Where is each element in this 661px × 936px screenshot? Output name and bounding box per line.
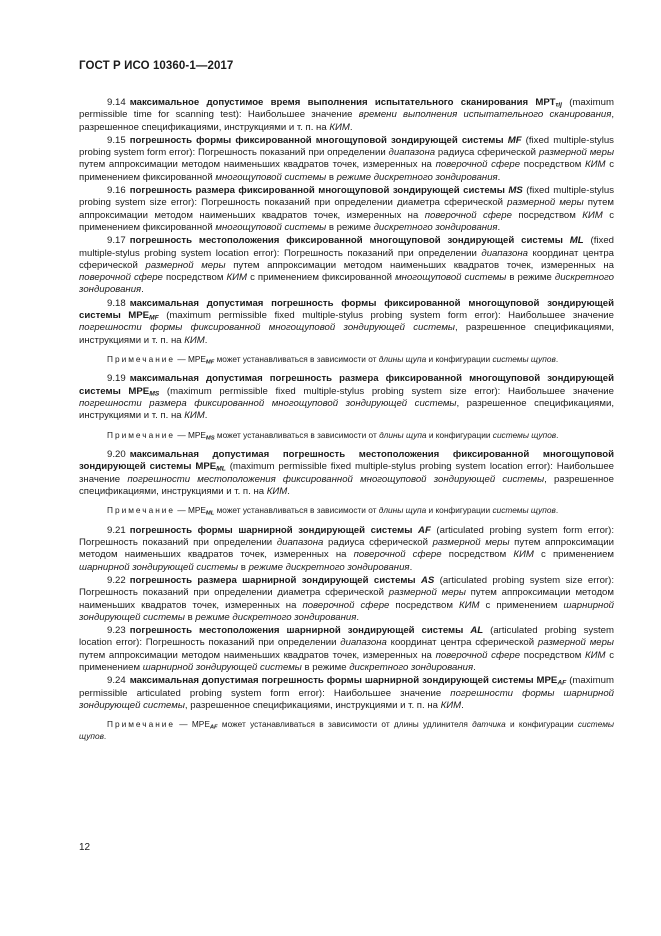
note-italic: длины щупа xyxy=(378,505,427,516)
term-italic: режиме дискретного зондирования xyxy=(336,171,498,183)
term-definition: . xyxy=(461,699,464,711)
note-9-18 xyxy=(79,354,614,366)
term-abbreviation: AF xyxy=(418,524,431,536)
term-definition: (maximum permissible fixed multiple-stylus probing system size error): Наибольшее значение xyxy=(159,385,614,397)
term-title: погрешность размера шарнирной зондирующей системы xyxy=(129,575,416,586)
term-subscript: τij xyxy=(555,101,562,109)
term-definition: посредством xyxy=(520,649,585,661)
term-definition: . xyxy=(287,486,290,498)
term-italic: режиме дискретного зондирования xyxy=(248,561,410,573)
term-title: погрешность размера фиксированной многощуповой зондирующей системы xyxy=(129,185,505,197)
term-italic: размерной меры xyxy=(145,259,226,271)
term-italic: КИМ xyxy=(458,599,480,611)
term-definition: путем аппроксимации методом наименьших квадратов точек, измеренных на xyxy=(79,649,436,661)
term-definition: (articulated probing system location error): Погрешность показаний при определении xyxy=(79,625,614,649)
term-subscript: ML xyxy=(216,466,226,474)
term-definition: с применением xyxy=(479,599,564,611)
term-title: максимальное допустимое время выполнения испытательного сканирования МРТ xyxy=(129,97,556,108)
term-title: максимальная допустимая погрешность формы шарнирной зондирующей системы MPE xyxy=(129,675,558,687)
term-italic: времени выполнения испытательного сканирования xyxy=(358,109,612,121)
term-definition: в режиме xyxy=(301,662,350,674)
term-italic: погрешности местоположения фиксированной многощуповой зондирующей системы xyxy=(127,473,545,485)
term-definition: радиуса сферической xyxy=(323,537,433,549)
note-text: — MPE xyxy=(175,353,206,364)
term-abbreviation: AL xyxy=(470,625,484,637)
note-italic: системы щупов xyxy=(492,353,556,364)
note-text: . xyxy=(555,353,559,364)
term-9-22 xyxy=(79,575,614,624)
note-text: . xyxy=(556,429,559,440)
term-italic: поверочной сфере xyxy=(424,209,512,221)
term-9-21 xyxy=(79,525,614,574)
term-italic: КИМ xyxy=(184,410,205,422)
term-italic: шарнирной зондирующей системы xyxy=(142,662,302,674)
term-italic: погрешности размера фиксированной многощуповой зондирующей системы xyxy=(79,398,457,410)
note-text: . xyxy=(103,730,107,741)
term-italic: многощуповой системы xyxy=(215,171,327,183)
term-title: погрешность формы шарнирной зондирующей системы xyxy=(129,524,413,536)
term-definition: (maximum permissible fixed multiple-stylus probing system form error): Наибольшее значение xyxy=(158,310,614,322)
term-definition: . xyxy=(409,561,413,573)
term-definition: (fixed multiple-stylus probing system location error): Погрешность показаний при определении xyxy=(79,235,614,259)
term-definition: . xyxy=(141,284,144,296)
note-italic: длины щупа xyxy=(378,353,427,364)
term-definition: с применением фиксированной xyxy=(247,272,396,284)
term-9-20 xyxy=(79,449,614,498)
term-definition: . xyxy=(497,221,501,233)
term-9-16 xyxy=(79,185,614,234)
term-italic: дискретного зондирования xyxy=(373,221,498,233)
term-definition: , разрешенное спецификациями, инструкциями и т. п. на xyxy=(79,398,614,422)
term-definition: (articulated probing system size error): Погрешность показаний при определении диаметра сферической xyxy=(79,575,614,599)
term-definition: путем аппроксимации методом наименьших квадратов точек, измеренных на xyxy=(79,537,615,561)
term-italic: диапазона xyxy=(388,147,436,159)
term-definition: посредством xyxy=(511,209,583,221)
term-9-23 xyxy=(79,625,614,674)
term-definition: , разрешенное спецификациями, инструкциями и т. п. на xyxy=(184,699,441,711)
term-abbreviation: MS xyxy=(508,185,523,197)
note-label: Примечание xyxy=(107,505,176,516)
term-definition: посредством xyxy=(441,549,514,561)
term-definition: . xyxy=(356,611,360,623)
document-body xyxy=(79,97,614,750)
term-title: максимальная допустимая погрешность размера фиксированной многощуповой зондирующей системы MPE xyxy=(79,373,614,397)
term-9-19 xyxy=(79,373,614,422)
note-text: — MPE xyxy=(175,719,210,730)
term-definition: (maximum permissible articulated probing system form error): Наибольшее значение xyxy=(79,675,614,699)
term-definition: путем аппроксимации методом наименьших квадратов точек, измеренных на xyxy=(79,159,436,171)
term-definition: координат центра сферической xyxy=(79,247,614,271)
term-italic: поверочной сфере xyxy=(353,549,442,561)
note-italic: системы щупов xyxy=(492,429,557,440)
term-italic: КИМ xyxy=(585,159,606,171)
term-number: 9.16 xyxy=(107,185,126,197)
term-title: максимальная допустимая погрешность местоположения фиксированной многощуповой зондирующей системы MPE xyxy=(79,449,614,473)
term-title: погрешность местоположения фиксированной многощуповой зондирующей системы xyxy=(129,235,563,247)
term-subscript: MF xyxy=(149,314,159,322)
term-9-15 xyxy=(79,135,614,184)
term-definition: путем аппроксимации методом наименьших квадратов точек, измеренных на xyxy=(79,197,614,221)
term-italic: диапазона xyxy=(481,247,528,259)
term-number: 9.19 xyxy=(107,373,126,385)
term-9-18 xyxy=(79,298,614,347)
term-definition: с применением фиксированной xyxy=(79,159,615,183)
term-italic: дискретного зондирования xyxy=(349,662,474,674)
term-definition: . xyxy=(473,662,476,674)
term-subscript: AF xyxy=(557,680,567,688)
note-text: может устанавливаться в зависимости от xyxy=(214,429,380,440)
note-9-19 xyxy=(79,430,614,442)
note-italic: системы щупов xyxy=(492,505,556,516)
term-italic: размерной меры xyxy=(432,537,510,549)
term-italic: размерной меры xyxy=(388,587,466,599)
note-9-24 xyxy=(79,719,614,742)
term-abbreviation: ML xyxy=(569,235,584,247)
term-italic: поверочной сфере xyxy=(435,649,521,661)
note-subscript: MS xyxy=(205,435,215,442)
note-italic: датчика xyxy=(472,719,506,730)
term-italic: многощуповой системы xyxy=(215,221,327,233)
term-definition: с применением xyxy=(79,649,615,674)
term-definition: в xyxy=(238,561,249,573)
note-text: — MPE xyxy=(175,429,206,440)
note-italic: системы щупов xyxy=(79,719,615,741)
term-definition: , разрешенное спецификациями, инструкциями и т. п. на xyxy=(79,473,614,498)
term-number: 9.20 xyxy=(107,449,126,461)
term-definition: путем аппроксимации методом наименьших квадратов точек, измеренных на xyxy=(79,587,614,611)
note-text: — MPE xyxy=(175,505,206,516)
term-italic: диапазона xyxy=(276,537,324,549)
term-italic: размерной меры xyxy=(507,197,584,209)
note-text: может устанавливаться в зависимости от xyxy=(214,353,379,364)
note-9-20 xyxy=(79,505,614,517)
term-definition: (maximum permissible time for scanning test): Наибольшее значение xyxy=(79,97,614,121)
term-definition: . xyxy=(204,334,208,346)
term-italic: КИМ xyxy=(184,334,205,346)
term-definition: . xyxy=(204,410,208,422)
note-subscript: ML xyxy=(205,510,215,517)
note-text: может устанавливаться в зависимости от длины удлинителя xyxy=(217,719,473,730)
term-italic: КИМ xyxy=(226,272,248,284)
term-definition: , разрешенное спецификациями, инструкциями и т. п. на xyxy=(79,109,614,133)
note-italic: длины щупа xyxy=(379,429,427,440)
term-definition: в режиме xyxy=(326,221,374,233)
term-italic: КИМ xyxy=(266,486,288,498)
note-text: и конфигурации xyxy=(426,429,493,440)
term-definition: координат центра сферической xyxy=(386,637,538,649)
term-number: 9.23 xyxy=(107,625,126,637)
term-italic: погрешности формы фиксированной многощуповой зондирующей системы xyxy=(79,322,455,334)
term-number: 9.14 xyxy=(107,97,126,108)
note-text: и конфигурации xyxy=(426,353,493,364)
term-definition: в xyxy=(184,611,196,623)
term-title: погрешность формы фиксированной многощуповой зондирующей системы xyxy=(129,134,504,146)
document-header: ГОСТ Р ИСО 10360-1—2017 xyxy=(79,60,234,72)
term-definition: с применением xyxy=(533,549,615,561)
term-definition: . xyxy=(349,121,353,133)
term-number: 9.21 xyxy=(107,524,126,536)
term-italic: режиме дискретного зондирования xyxy=(195,611,357,623)
term-title: максимальная допустимая погрешность формы фиксированной многощуповой зондирующей системы MPE xyxy=(79,297,614,322)
page-number: 12 xyxy=(79,842,91,853)
term-number: 9.18 xyxy=(107,297,126,309)
term-definition: путем аппроксимации методом наименьших квадратов точек, измеренных на xyxy=(225,259,614,271)
term-abbreviation: MF xyxy=(507,134,522,146)
term-italic: шарнирной зондирующей системы xyxy=(79,561,239,573)
term-italic: размерной меры xyxy=(537,637,614,649)
note-label: Примечание xyxy=(107,353,176,364)
note-text: и конфигурации xyxy=(426,505,493,516)
term-italic: КИМ xyxy=(440,699,462,711)
term-definition: в режиме xyxy=(506,272,555,284)
term-italic: поверочной сфере xyxy=(302,599,390,611)
term-italic: поверочной сфере xyxy=(435,159,521,171)
term-9-14 xyxy=(79,97,614,134)
term-definition: посредством xyxy=(162,272,227,284)
term-italic: КИМ xyxy=(585,649,606,661)
term-definition: . xyxy=(497,171,501,183)
term-definition: посредством xyxy=(389,599,459,611)
term-title: погрешность местоположения шарнирной зондирующей системы xyxy=(129,625,464,637)
term-number: 9.15 xyxy=(107,134,126,146)
term-italic: многощуповой системы xyxy=(395,272,507,284)
term-number: 9.22 xyxy=(107,575,126,586)
term-italic: поверочной сфере xyxy=(79,272,163,284)
note-text: может устанавливаться в зависимости от xyxy=(214,505,379,516)
note-label: Примечание xyxy=(107,719,176,730)
note-text: и конфигурации xyxy=(505,719,578,730)
term-definition: (fixed multiple-stylus probing system form error): Погрешность показаний при определении xyxy=(79,134,614,159)
term-number: 9.17 xyxy=(107,235,126,247)
term-italic: размерной меры xyxy=(538,147,615,159)
term-italic: КИМ xyxy=(582,209,603,221)
term-subscript: MS xyxy=(149,390,160,398)
term-italic: погрешности формы шарнирной зондирующей системы xyxy=(79,687,614,711)
term-definition: с применением фиксированной xyxy=(79,209,615,233)
term-definition: (articulated probing system form error): Погрешность показаний при определении xyxy=(79,524,614,549)
term-italic: КИМ xyxy=(513,549,534,561)
term-9-24 xyxy=(79,675,614,712)
term-definition: (maximum permissible fixed multiple-stylus probing system location error): Наибольшее значение xyxy=(79,461,615,485)
note-label: Примечание xyxy=(107,429,176,440)
term-abbreviation: AS xyxy=(420,575,435,586)
term-number: 9.24 xyxy=(107,675,126,687)
note-subscript: AF xyxy=(209,724,218,731)
term-definition: посредством xyxy=(520,159,585,171)
term-definition: , разрешенное спецификациями, инструкциями и т. п. на xyxy=(79,322,614,346)
term-definition: в xyxy=(326,171,337,183)
term-definition: (fixed multiple-stylus probing system size error): Погрешность показаний при определении диаметра сферической xyxy=(79,185,614,209)
term-9-17 xyxy=(79,235,614,296)
note-text: . xyxy=(555,505,559,516)
term-italic: КИМ xyxy=(329,121,350,133)
term-italic: дискретного зондирования xyxy=(79,272,614,296)
term-definition: радиуса сферической xyxy=(435,147,539,159)
term-italic: диапазона xyxy=(340,637,387,649)
term-italic: шарнирной зондирующей системы xyxy=(79,599,615,623)
note-subscript: MF xyxy=(205,359,215,366)
